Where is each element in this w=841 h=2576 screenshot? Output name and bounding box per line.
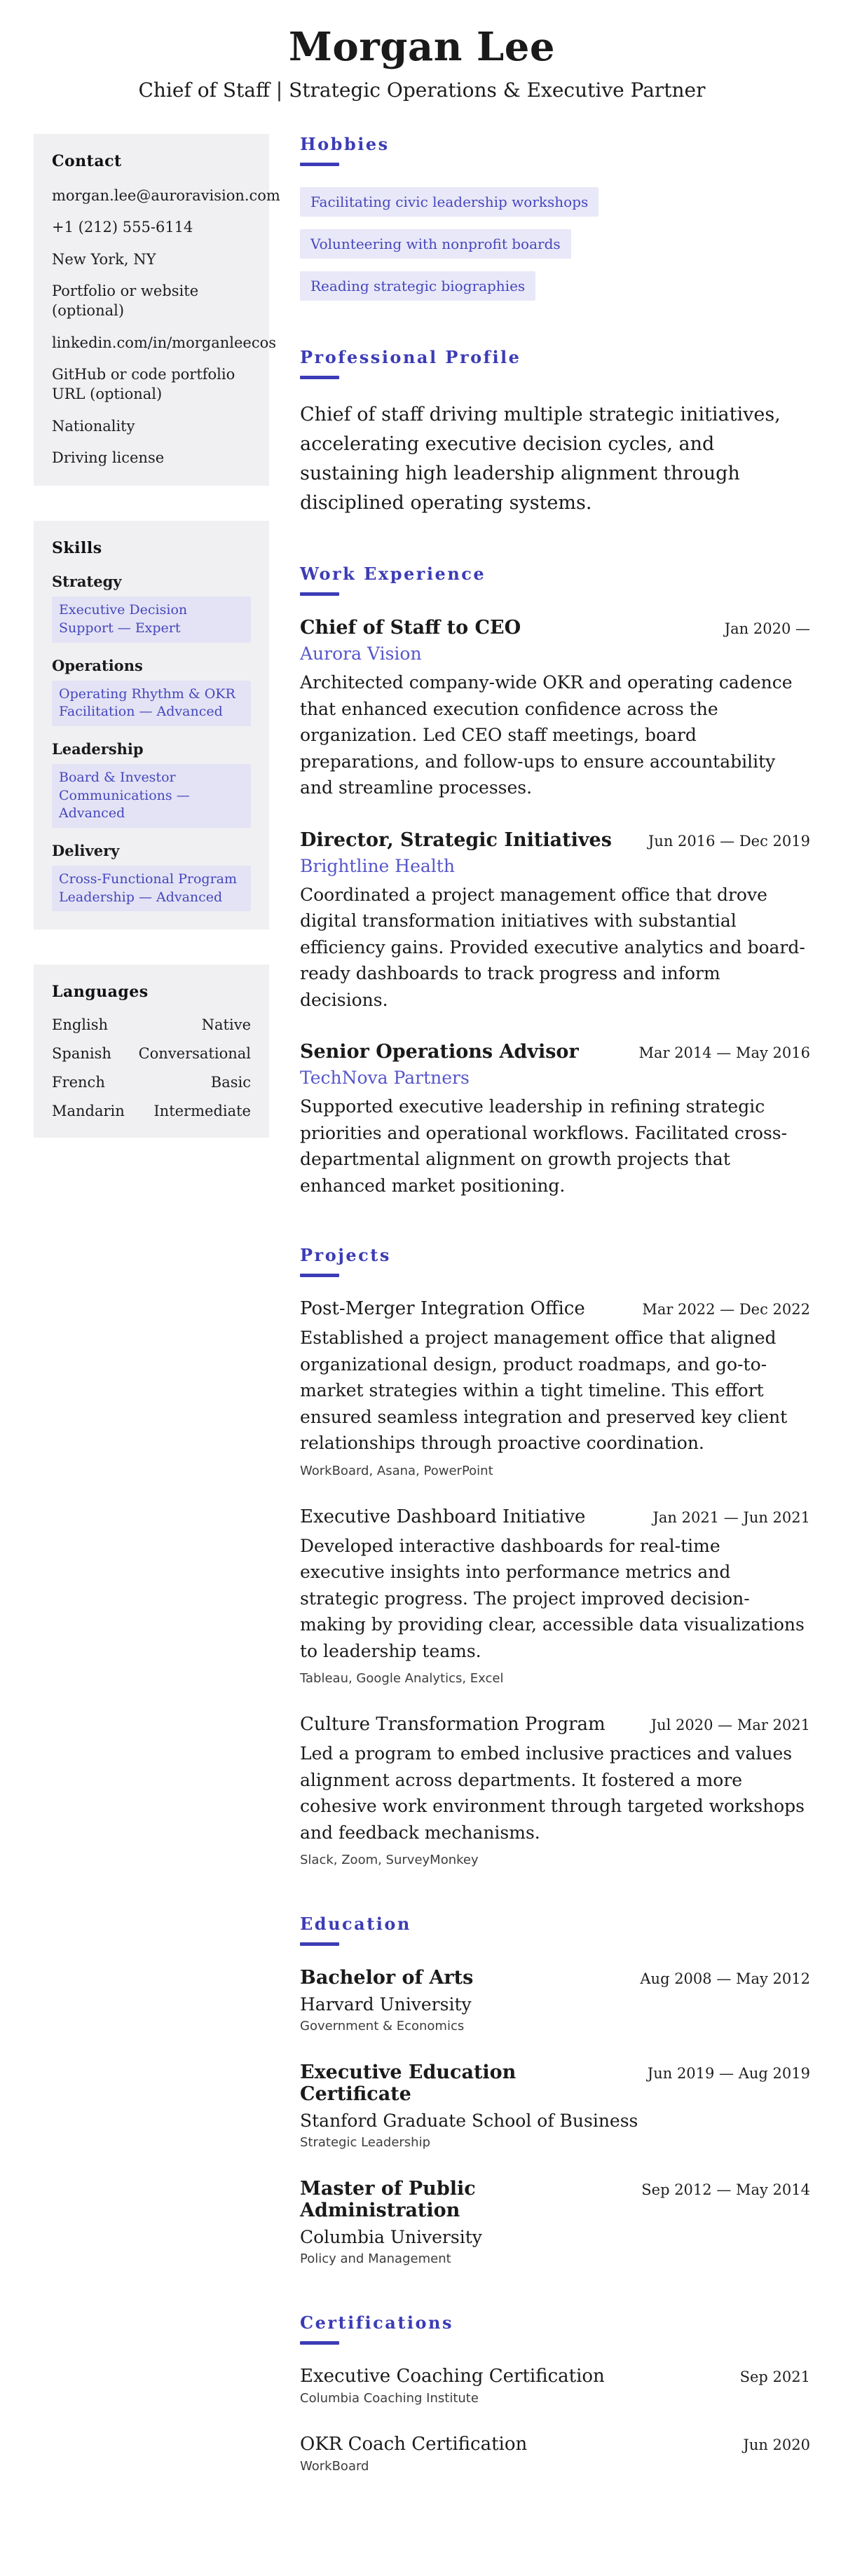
skill-group: [52, 657, 251, 726]
entry-header: [300, 829, 810, 851]
certification-entry: [300, 2434, 810, 2474]
project-tools: Tableau, Google Analytics, Excel: [300, 1671, 504, 1686]
skill-group: [52, 573, 251, 642]
hobby-chip-list: [300, 187, 810, 301]
language-name: Mandarin: [52, 1103, 125, 1120]
entry-header: [300, 1967, 810, 1989]
hobbies-heading: Hobbies: [300, 134, 390, 154]
field-of-study: Policy and Management: [300, 2251, 451, 2267]
entry-header: [300, 1298, 810, 1319]
degree-title: Bachelor of Arts: [300, 1967, 474, 1989]
school-name: Harvard University: [300, 1994, 472, 2015]
field-of-study: Strategic Leadership: [300, 2135, 431, 2151]
entry-header: [300, 2178, 810, 2221]
language-row: [52, 1016, 251, 1033]
contact-nationality: Nationality: [52, 417, 135, 435]
education-heading: Education: [300, 1914, 411, 1935]
experience-entry: [300, 1041, 810, 1199]
project-title: Executive Dashboard Initiative: [300, 1506, 586, 1527]
experience-heading: Work Experience: [300, 564, 486, 585]
skill-group: [52, 740, 251, 828]
section-underline: [300, 592, 339, 596]
contact-website: Portfolio or website (optional): [52, 282, 199, 320]
hobby-chip: Reading strategic biographies: [300, 271, 535, 301]
project-description: Established a project management office that aligned organizational design, product roadmaps, and go-to-market strategies within a tight timeline. This effort ensured seamless integration and preserved key client relationships through proactive coordination.: [300, 1328, 788, 1454]
project-entry: [300, 1714, 810, 1867]
skill-chip: Cross-Functional Program Leadership — Advanced: [52, 866, 251, 911]
certification-date: Sep 2021: [739, 2369, 810, 2386]
skill-group: [52, 842, 251, 911]
certification-issuer: Columbia Coaching Institute: [300, 2391, 479, 2406]
project-description: Developed interactive dashboards for real-time executive insights into performance metrics and strategic progress. The project improved decision-making by providing clear, accessible data visualizations to leadership teams.: [300, 1535, 805, 1661]
candidate-title: Chief of Staff | Strategic Operations & Executive Partner: [138, 79, 706, 102]
skill-category: Delivery: [52, 841, 120, 859]
contact-section: [34, 134, 280, 486]
education-dates: Jun 2019 — Aug 2019: [647, 2065, 810, 2083]
contact-heading: Contact: [52, 152, 122, 170]
education-entry: [300, 2178, 810, 2266]
certification-title: Executive Coaching Certification: [300, 2366, 605, 2387]
hobby-chip: Volunteering with nonprofit boards: [300, 229, 571, 259]
education-entry: [300, 2062, 810, 2150]
entry-header: [300, 1041, 810, 1063]
skill-category: Leadership: [52, 740, 144, 758]
project-dates: Jan 2021 — Jun 2021: [652, 1508, 810, 1526]
contact-phone: +1 (212) 555-6114: [52, 219, 193, 236]
language-row: [52, 1074, 251, 1091]
language-name: Spanish: [52, 1045, 111, 1063]
main-content: [300, 134, 810, 2520]
experience-section: [300, 564, 810, 1199]
degree-title: Executive Education Certificate: [300, 2062, 517, 2106]
projects-heading: Projects: [300, 1245, 391, 1266]
languages-section: [34, 965, 269, 1138]
certification-title: OKR Coach Certification: [300, 2434, 528, 2455]
section-underline: [300, 2341, 339, 2345]
section-underline: [300, 1942, 339, 1946]
contact-email: morgan.lee@auroravision.com: [52, 187, 280, 204]
project-title: Culture Transformation Program: [300, 1714, 606, 1736]
language-level: Intermediate: [153, 1103, 251, 1120]
hobby-chip: Facilitating civic leadership workshops: [300, 187, 599, 217]
contact-github: GitHub or code portfolio URL (optional): [52, 366, 235, 403]
section-underline: [300, 163, 339, 166]
project-title: Post-Merger Integration Office: [300, 1298, 585, 1320]
company-name: Aurora Vision: [300, 643, 422, 665]
languages-heading: Languages: [52, 983, 149, 1002]
language-row: [52, 1045, 251, 1062]
certification-date: Jun 2020: [743, 2437, 810, 2454]
resume-header: [34, 24, 810, 102]
job-dates: Mar 2014 — May 2016: [638, 1044, 810, 1062]
project-tools: WorkBoard, Asana, PowerPoint: [300, 1463, 493, 1478]
language-name: English: [52, 1016, 109, 1034]
language-level: Conversational: [138, 1045, 251, 1063]
certifications-section: [300, 2312, 810, 2474]
resume-body: [34, 134, 810, 2520]
job-description: Architected company-wide OKR and operating cadence that enhanced execution confidence across the organization. Led CEO staff meetings, board preparations, and follow-ups to ensure accountability and streamline processes.: [300, 672, 793, 798]
skill-category: Operations: [52, 656, 143, 674]
company-name: TechNova Partners: [300, 1068, 470, 1089]
skill-chip: Operating Rhythm & OKR Facilitation — Advanced: [52, 681, 251, 726]
language-level: Basic: [210, 1074, 251, 1091]
entry-header: [300, 1714, 810, 1735]
company-name: Brightline Health: [300, 855, 455, 876]
certification-entry: [300, 2366, 810, 2406]
contact-location: New York, NY: [52, 250, 156, 268]
job-title: Senior Operations Advisor: [300, 1041, 579, 1063]
skills-section: [34, 521, 269, 929]
experience-entry: [300, 829, 810, 1014]
job-dates: Jan 2020 —: [724, 620, 810, 638]
education-entry: [300, 1967, 810, 2033]
project-entry: [300, 1298, 810, 1478]
entry-header: [300, 2062, 810, 2105]
hobbies-section: [300, 134, 810, 301]
entry-header: [300, 2434, 810, 2455]
sidebar: [34, 134, 280, 1138]
project-tools: Slack, Zoom, SurveyMonkey: [300, 1853, 479, 1868]
job-dates: Jun 2016 — Dec 2019: [648, 832, 810, 850]
project-entry: [300, 1506, 810, 1686]
job-title: Chief of Staff to CEO: [300, 617, 521, 639]
entry-header: [300, 2366, 810, 2387]
education-section: [300, 1914, 810, 2266]
certification-issuer: WorkBoard: [300, 2459, 369, 2474]
projects-section: [300, 1245, 810, 1867]
language-row: [52, 1103, 251, 1119]
skills-heading: Skills: [52, 539, 102, 558]
degree-title: Master of Public Administration: [300, 2178, 476, 2222]
entry-header: [300, 617, 810, 639]
job-description: Supported executive leadership in refining strategic priorities and operational workflows. Facilitated cross-departmental alignment on growth projects that enhanced market positioning.: [300, 1096, 788, 1196]
job-description: Coordinated a project management office that drove digital transformation initiatives with substantial efficiency gains. Provided executive analytics and board-ready dashboards to track progress and inform decisions.: [300, 884, 805, 1010]
project-dates: Mar 2022 — Dec 2022: [642, 1301, 810, 1318]
candidate-name: Morgan Lee: [288, 24, 556, 70]
experience-entry: [300, 617, 810, 801]
profile-section: [300, 347, 810, 517]
profile-text: Chief of staff driving multiple strategic initiatives, accelerating executive decision cycles, and sustaining high leadership alignment through disciplined operating systems.: [300, 404, 781, 514]
school-name: Stanford Graduate School of Business: [300, 2111, 638, 2132]
field-of-study: Government & Economics: [300, 2019, 465, 2034]
skill-chip: Executive Decision Support — Expert: [52, 597, 251, 642]
project-description: Led a program to embed inclusive practices and values alignment across departments. It fostered a more cohesive work environment through targeted workshops and feedback mechanisms.: [300, 1743, 805, 1843]
section-underline: [300, 376, 339, 379]
section-underline: [300, 1274, 339, 1277]
language-name: French: [52, 1074, 105, 1091]
job-title: Director, Strategic Initiatives: [300, 829, 612, 851]
profile-heading: Professional Profile: [300, 347, 521, 367]
contact-linkedin: linkedin.com/in/morganleecos: [52, 334, 277, 351]
project-dates: Jul 2020 — Mar 2021: [650, 1717, 810, 1734]
certifications-heading: Certifications: [300, 2312, 453, 2333]
education-dates: Aug 2008 — May 2012: [640, 1970, 810, 1988]
school-name: Columbia University: [300, 2227, 482, 2248]
skill-category: Strategy: [52, 573, 122, 591]
education-dates: Sep 2012 — May 2014: [641, 2181, 810, 2199]
contact-driving-license: Driving license: [52, 449, 165, 467]
skill-chip: Board & Investor Communications — Advanced: [52, 764, 251, 828]
entry-header: [300, 1506, 810, 1527]
language-level: Native: [201, 1016, 251, 1034]
